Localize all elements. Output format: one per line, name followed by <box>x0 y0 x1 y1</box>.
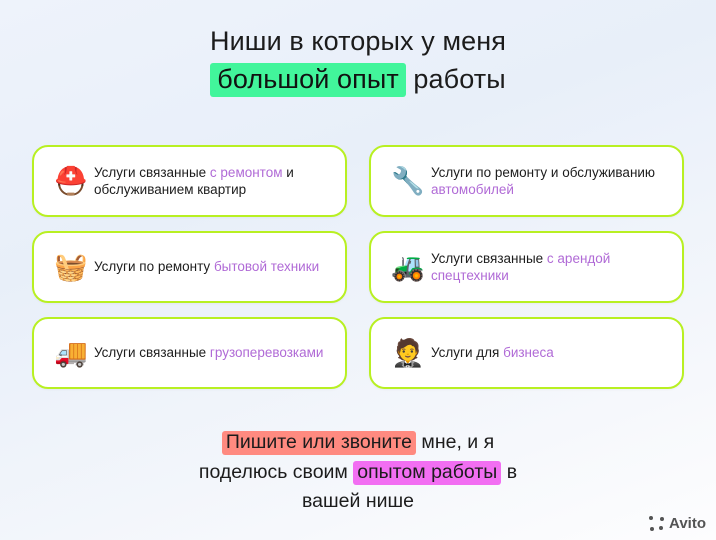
service-card-text <box>431 250 670 285</box>
footer-message <box>0 428 716 516</box>
avito-watermark <box>649 515 706 532</box>
service-text-accent: с арендой спецтехники <box>431 250 611 283</box>
service-card <box>32 145 347 217</box>
services-grid <box>32 145 684 389</box>
hard-hat-icon: ⛑️ <box>54 165 88 196</box>
service-card <box>369 231 684 303</box>
service-text-plain: Услуги по ремонту и обслуживанию <box>431 164 656 180</box>
service-card-text <box>431 164 670 199</box>
wrench-icon: 🔧 <box>391 165 425 196</box>
service-text-plain: Услуги связанные <box>431 250 547 266</box>
service-card-text <box>94 164 333 199</box>
service-card <box>32 231 347 303</box>
footer-line-1 <box>0 428 716 457</box>
four-dots-icon <box>649 516 664 531</box>
service-card-text <box>94 258 319 275</box>
footer-highlight-experience: опытом работы <box>353 461 501 485</box>
service-text-accent: автомобилей <box>431 182 514 197</box>
title-line-2 <box>0 60 716 98</box>
footer-line-1-rest: мне, и я <box>416 431 495 454</box>
business-suit-icon: 🤵 <box>391 337 425 368</box>
washing-machine-icon: 🧺 <box>54 251 88 282</box>
service-card-text <box>431 344 554 361</box>
service-text-plain: Услуги связанные <box>94 164 210 180</box>
footer-line-2-pre: поделюсь своим <box>198 460 354 483</box>
service-text-plain: Услуги по ремонту <box>94 259 214 275</box>
service-card <box>369 145 684 217</box>
service-card-text <box>94 344 323 361</box>
service-text-plain: Услуги связанные <box>94 345 210 361</box>
title-line-2-rest: работы <box>405 64 506 95</box>
service-text-accent: грузоперевозками <box>209 345 324 361</box>
service-card <box>32 317 347 389</box>
service-text-plain: и обслуживанием квартир <box>94 164 294 197</box>
tractor-icon: 🚜 <box>391 251 425 282</box>
truck-icon: 🚚 <box>54 337 88 368</box>
footer-line-2-post: в <box>501 460 518 483</box>
footer-highlight-contact: Пишите или звоните <box>222 431 416 455</box>
service-card <box>369 317 684 389</box>
watermark-label: Avito <box>669 515 706 532</box>
footer-line-2 <box>0 458 716 487</box>
service-text-accent: бизнеса <box>503 345 554 361</box>
footer-line-3: вашей нише <box>302 489 414 512</box>
page-title <box>0 0 716 99</box>
service-text-plain: Услуги для <box>431 345 504 361</box>
title-line-1: Ниши в которых у меня <box>210 26 506 56</box>
title-highlight: большой опыт <box>210 63 406 97</box>
service-text-accent: с ремонтом <box>209 164 283 180</box>
service-text-accent: бытовой техники <box>213 259 320 275</box>
